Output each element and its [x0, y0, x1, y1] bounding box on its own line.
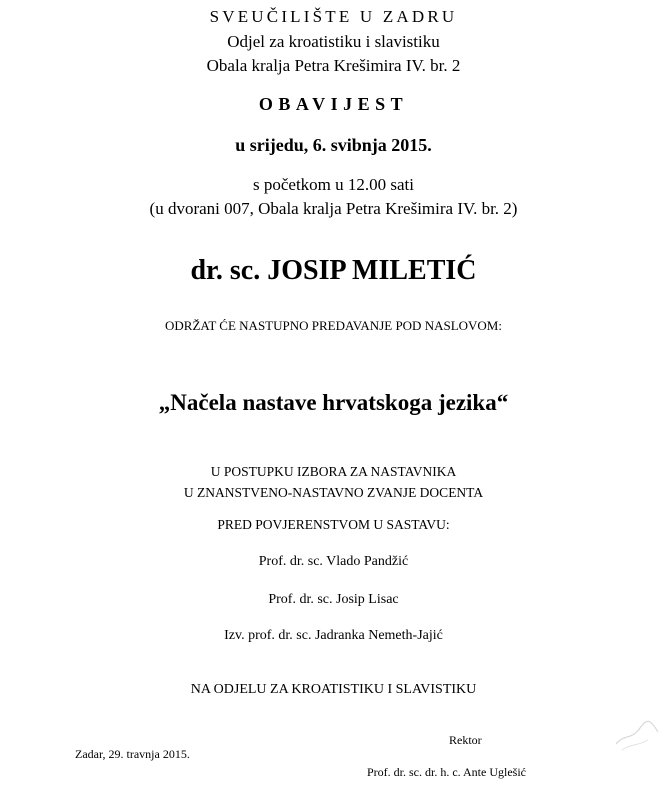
rector-name: Prof. dr. sc. dr. h. c. Ante Uglešić [367, 765, 526, 779]
notice-title: OBAVIJEST [258, 94, 409, 114]
rector-title: Rektor [449, 733, 482, 747]
closing-department: NA ODJELU ZA KROATISTIKU I SLAVISTIKU [190, 682, 477, 697]
committee-member: Izv. prof. dr. sc. Jadranka Nemeth-Jajić [224, 628, 443, 643]
committee-member: Prof. dr. sc. Vlado Pandžić [258, 554, 409, 569]
committee-heading: PRED POVJERENSTVOM U SASTAVU: [217, 517, 450, 532]
event-date: u srijedu, 6. svibnja 2015. [235, 135, 432, 155]
event-venue: (u dvorani 007, Obala kralja Petra Krešimira IV. br. 2) [149, 199, 518, 218]
procedure-line-1: U POSTUPKU IZBORA ZA NASTAVNIKA [210, 464, 457, 479]
committee-member: Prof. dr. sc. Josip Lisac [268, 592, 399, 607]
department-address: Obala kralja Petra Krešimira IV. br. 2 [206, 56, 461, 75]
place-and-date: Zadar, 29. travnja 2015. [75, 747, 190, 761]
lecture-intro: ODRŽAT ĆE NASTUPNO PREDAVANJE POD NASLOVOM: [165, 318, 502, 333]
procedure-line-2: U ZNANSTVENO-NASTAVNO ZVANJE DOCENTA [183, 485, 484, 500]
speaker-name: dr. sc. JOSIP MILETIĆ [190, 255, 477, 286]
event-start-time: s početkom u 12.00 sati [252, 175, 414, 194]
faint-signature-mark [612, 714, 662, 754]
department-name: Odjel za kroatistiku i slavistiku [227, 32, 440, 51]
university-name: SVEUČILIŠTE U ZADRU [209, 7, 458, 26]
lecture-title: „Načela nastave hrvatskoga jezika“ [158, 390, 509, 415]
